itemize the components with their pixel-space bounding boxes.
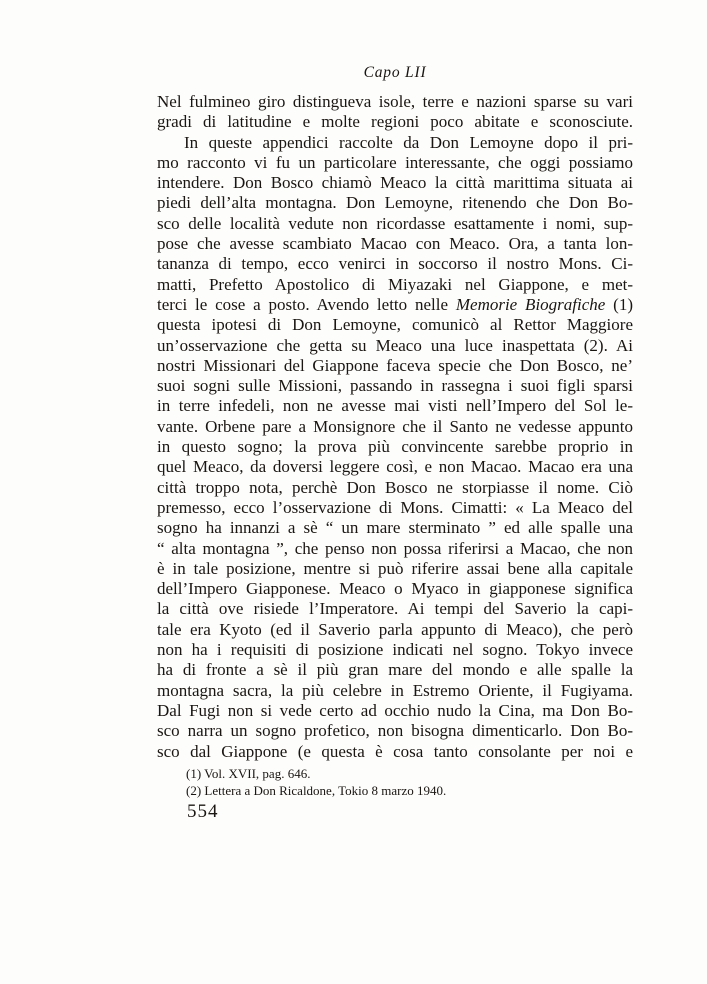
text-line	[157, 701, 633, 721]
text-segment: montagna sacra, la più celebre in Estremo Oriente, il Fugiyama.	[157, 680, 633, 700]
text-line	[157, 295, 633, 315]
text-line	[157, 478, 633, 498]
text-line	[157, 660, 633, 680]
text-line	[157, 376, 633, 396]
text-segment: nostri Missionari del Giappone faceva specie che Don Bosco, ne’	[157, 355, 633, 375]
text-line	[157, 742, 633, 762]
text-line	[157, 396, 633, 416]
text-segment: suoi sogni sulle Missioni, passando in rassegna i suoi figli sparsi	[157, 376, 633, 396]
text-line	[157, 193, 633, 213]
text-segment: è in tale posizione, mentre si può riferire assai bene alla capitale	[157, 558, 633, 578]
text-segment: tananza di tempo, ecco venirci in soccorso il nostro Mons. Ci-	[157, 254, 633, 274]
text-segment: ha di fronte a sè il più gran mare del mondo e alle spalle la	[157, 660, 633, 680]
text-line	[157, 417, 633, 437]
text-segment: in terre infedeli, non ne avesse mai visti nell’Impero del Sol le-	[157, 396, 633, 416]
text-line	[157, 498, 633, 518]
text-line	[157, 356, 633, 376]
text-line	[157, 681, 633, 701]
body-text	[157, 92, 633, 762]
text-segment: dell’Impero Giapponese. Meaco o Myaco in giapponese significa	[157, 579, 633, 599]
text-segment: pose che avesse scambiato Macao con Meaco. Ora, a tanta lon-	[157, 234, 633, 254]
text-line	[157, 153, 633, 173]
text-segment: mo racconto vi fu un particolare interessante, che oggi possiamo	[157, 152, 633, 172]
text-line	[157, 539, 633, 559]
text-line	[157, 315, 633, 335]
text-segment: Dal Fugi non si vede certo ad occhio nudo la Cina, ma Don Bo-	[157, 700, 633, 720]
text-segment: un’osservazione che getta su Meaco una luce inaspettata (2). Ai	[157, 335, 633, 355]
text-line	[157, 133, 633, 153]
text-segment: la città ove risiede l’Imperatore. Ai tempi del Saverio la capi-	[157, 599, 633, 619]
text-segment: non ha i requisiti di posizione indicati nel sogno. Tokyo invece	[157, 640, 633, 660]
text-line	[157, 579, 633, 599]
text-segment: terci le cose a posto. Avendo letto nelle	[157, 294, 456, 314]
text-line	[157, 640, 633, 660]
text-segment: sco delle località vedute non ricordasse esattamente i nomi, sup-	[157, 213, 633, 233]
footnote: (1) Vol. XVII, pag. 646.	[186, 766, 311, 781]
text-segment: In queste appendici raccolte da Don Lemoyne dopo il pri-	[184, 132, 633, 152]
text-line	[157, 214, 633, 234]
text-segment: sogno ha innanzi a sè “ un mare sterminato ” ed alle spalle una	[157, 518, 633, 538]
text-line	[157, 173, 633, 193]
text-line	[157, 112, 633, 132]
italic-text-segment: Memorie Biografiche	[455, 294, 606, 314]
text-segment: città troppo nota, perchè Don Bosco ne storpiasse il nome. Ciò	[157, 477, 633, 497]
footnote: (2) Lettera a Don Ricaldone, Tokio 8 marzo 1940.	[186, 783, 447, 798]
text-line	[157, 518, 633, 538]
text-line	[157, 457, 633, 477]
text-line	[157, 92, 633, 112]
text-segment: sco dal Giappone (e questa è cosa tanto consolante per noi e	[157, 741, 633, 761]
text-segment: questa ipotesi di Don Lemoyne, comunicò al Rettor Maggiore	[157, 315, 633, 335]
text-segment: piedi dell’alta montagna. Don Lemoyne, ritenendo che Don Bo-	[157, 193, 633, 213]
text-line	[157, 599, 633, 619]
text-segment: sco narra un sogno profetico, non bisogna dimenticarlo. Don Bo-	[157, 721, 633, 741]
text-segment: Nel fulmineo giro distingueva isole, terre e nazioni sparse su vari	[157, 92, 633, 111]
footnotes	[186, 765, 632, 799]
chapter-running-head: Capo LII	[363, 64, 427, 81]
text-segment: premesso, ecco l’osservazione di Mons. Cimatti: « La Meaco del	[157, 497, 633, 517]
text-segment: quel Meaco, da doversi leggere così, e non Macao. Macao era una	[157, 457, 633, 477]
text-line	[157, 336, 633, 356]
text-line	[157, 559, 633, 579]
text-line	[157, 437, 633, 457]
text-segment: in questo sogno; la prova più convincente sarebbe proprio in	[157, 437, 633, 457]
text-segment: “ alta montagna ”, che penso non possa riferirsi a Macao, che non	[157, 538, 633, 558]
page-number: 554	[187, 801, 219, 822]
text-line	[157, 254, 633, 274]
text-segment: gradi di latitudine e molte regioni poco abitate e sconosciute.	[157, 112, 633, 132]
text-segment: tale era Kyoto (ed il Saverio parla appunto di Meaco), che però	[157, 619, 633, 639]
text-line	[157, 620, 633, 640]
text-line	[157, 275, 633, 295]
text-line	[157, 721, 633, 741]
text-segment: intendere. Don Bosco chiamò Meaco la città marittima situata ai	[157, 173, 633, 193]
text-segment: matti, Prefetto Apostolico di Miyazaki nel Giappone, e met-	[157, 274, 633, 294]
text-segment: vante. Orbene pare a Monsignore che il Santo ne vedesse appunto	[157, 416, 633, 436]
text-line	[157, 234, 633, 254]
text-segment: (1)	[605, 294, 633, 314]
